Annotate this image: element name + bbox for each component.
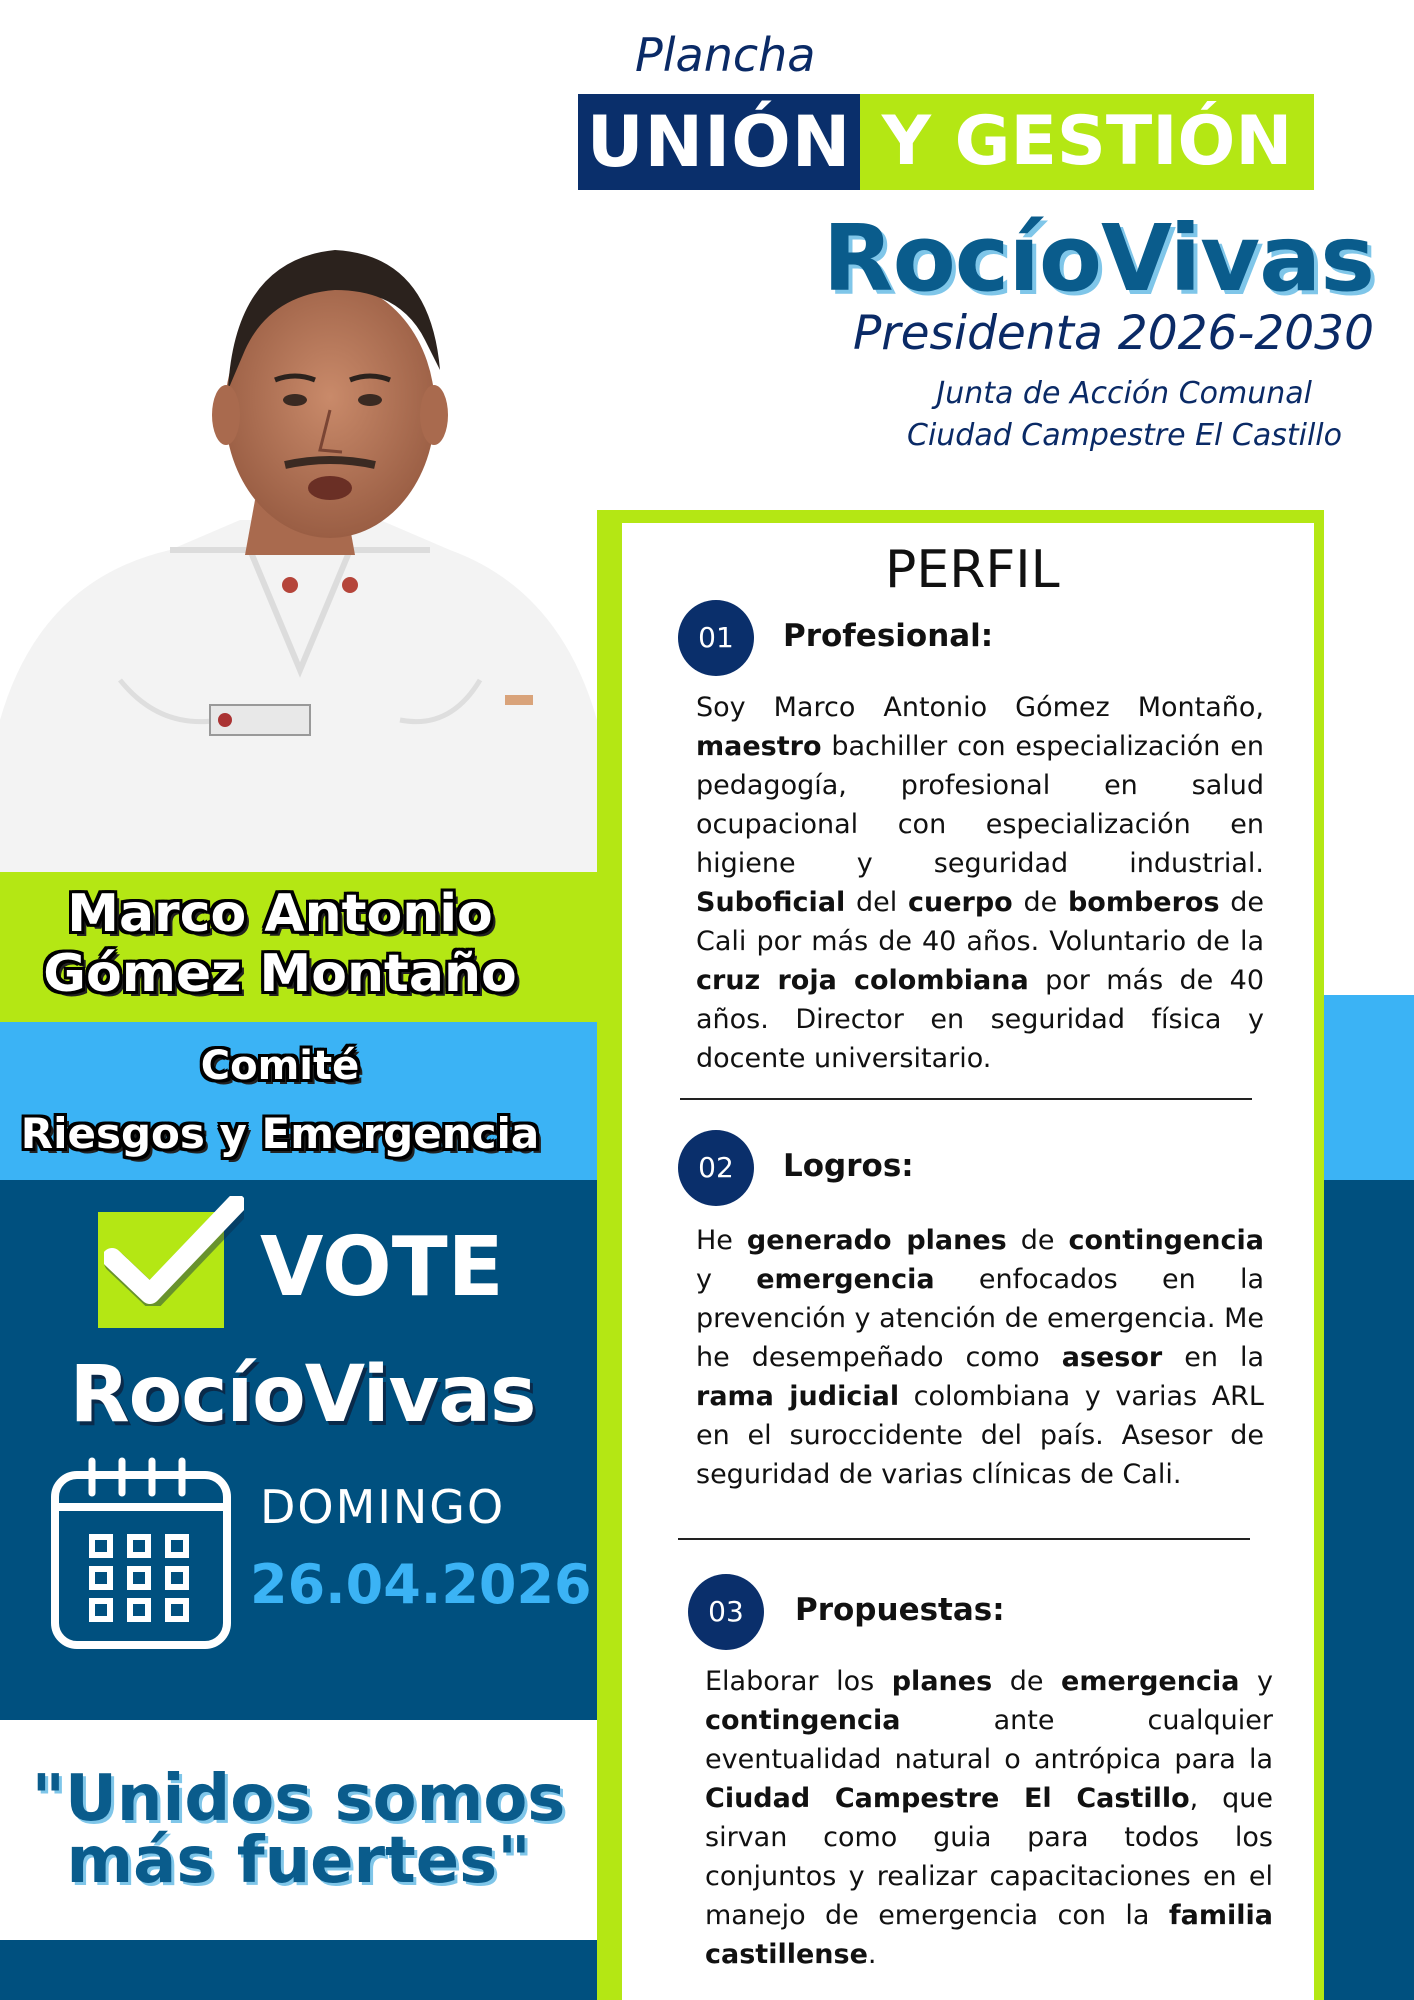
calendar-icon [50,1455,232,1651]
right-accent-light [1310,995,1414,1180]
vote-date: 26.04.2026 [250,1553,592,1616]
check-icon [104,1196,244,1306]
text-run: por más de 40 años. Director en seguridad física y docente universitario. [696,965,1264,1074]
text-run: enfocados en la prevención y atención de emergencia. Me he desempeñado como [696,1264,1264,1373]
text-run: ante cualquier eventualidad natural o antrópica para la [705,1705,1273,1775]
text-run: en la [1162,1342,1265,1373]
section-number: 02 [678,1130,754,1206]
text-run: de [1006,1225,1069,1256]
bold-run: contingencia [705,1705,901,1736]
section-title: Profesional: [783,618,994,654]
section-divider [680,1098,1252,1100]
text-run: Soy Marco Antonio Gómez Montaño, [696,692,1264,723]
bold-run: cruz roja colombiana [696,965,1029,996]
text-run: y [1239,1666,1273,1697]
bold-run: bomberos [1067,887,1220,918]
bold-run: emergencia [756,1264,935,1295]
bold-run: asesor [1061,1342,1163,1373]
union-text: UNIÓN [586,101,852,183]
org-line-2: Ciudad Campestre El Castillo [907,418,1342,453]
vote-candidate-name: RocíoVivas [69,1350,536,1440]
section-title: Propuestas: [795,1592,1005,1628]
bold-run: Ciudad Campestre El Castillo [705,1783,1190,1814]
committee-name: Riesgos y Emergencia [20,1109,540,1158]
bold-run: Suboficial [696,887,846,918]
text-run: colombiana y varias ARL en el suroccidente del país. Asesor de seguridad de varias clínicas de Cali. [696,1381,1264,1490]
bold-run: emergencia [1061,1666,1240,1697]
bold-run: generado planes [746,1225,1007,1256]
gestion-text: Y GESTIÓN [881,102,1293,181]
text-run: , que sirvan como guia para todos los conjuntos y realizar capacitaciones en el manejo de emergencia con la [705,1783,1273,1931]
role-title: Presidenta 2026-2030 [852,306,1374,361]
section-number: 01 [678,600,754,676]
section-number: 03 [688,1574,764,1650]
section-text [705,1662,1273,1974]
section-title: Logros: [783,1148,914,1184]
text-run: de [992,1666,1062,1697]
text-run: . [867,1939,877,1970]
org-line-1: Junta de Acción Comunal [936,376,1312,411]
text-run: de Cali por más de 40 años. Voluntario de la [696,887,1265,957]
text-run: de [1012,887,1068,918]
text-run: bachiller con especialización en pedagogía, profesional en salud ocupacional con especialización en higiene y seguridad industrial. [696,731,1264,879]
section-text [696,688,1264,1078]
right-accent-dark [1310,1180,1414,2000]
bold-run: familia castillense [705,1900,1273,1970]
candidate-top-name: RocíoVivas [822,205,1374,312]
profile-title: PERFIL [885,540,1060,600]
plancha-label: Plancha [635,28,816,82]
bold-run: rama judicial [696,1381,900,1412]
vote-day: DOMINGO [260,1480,506,1534]
vote-label: VOTE [260,1220,504,1315]
section-text [696,1221,1264,1494]
section-divider [678,1538,1250,1540]
text-run: y [696,1264,757,1295]
candidate-photo [0,250,597,872]
candidate-name: Marco Antonio Gómez Montaño [43,884,517,1004]
text-run: del [845,887,908,918]
slogan: "Unidos somos más fuertes" [31,1762,566,1898]
committee-label: Comité [200,1043,360,1089]
bold-run: maestro [696,731,822,762]
text-run: Elaborar los [705,1666,892,1697]
text-run: He [696,1225,747,1256]
bold-run: planes [891,1666,993,1697]
bold-run: cuerpo [908,887,1013,918]
bold-run: contingencia [1068,1225,1264,1256]
